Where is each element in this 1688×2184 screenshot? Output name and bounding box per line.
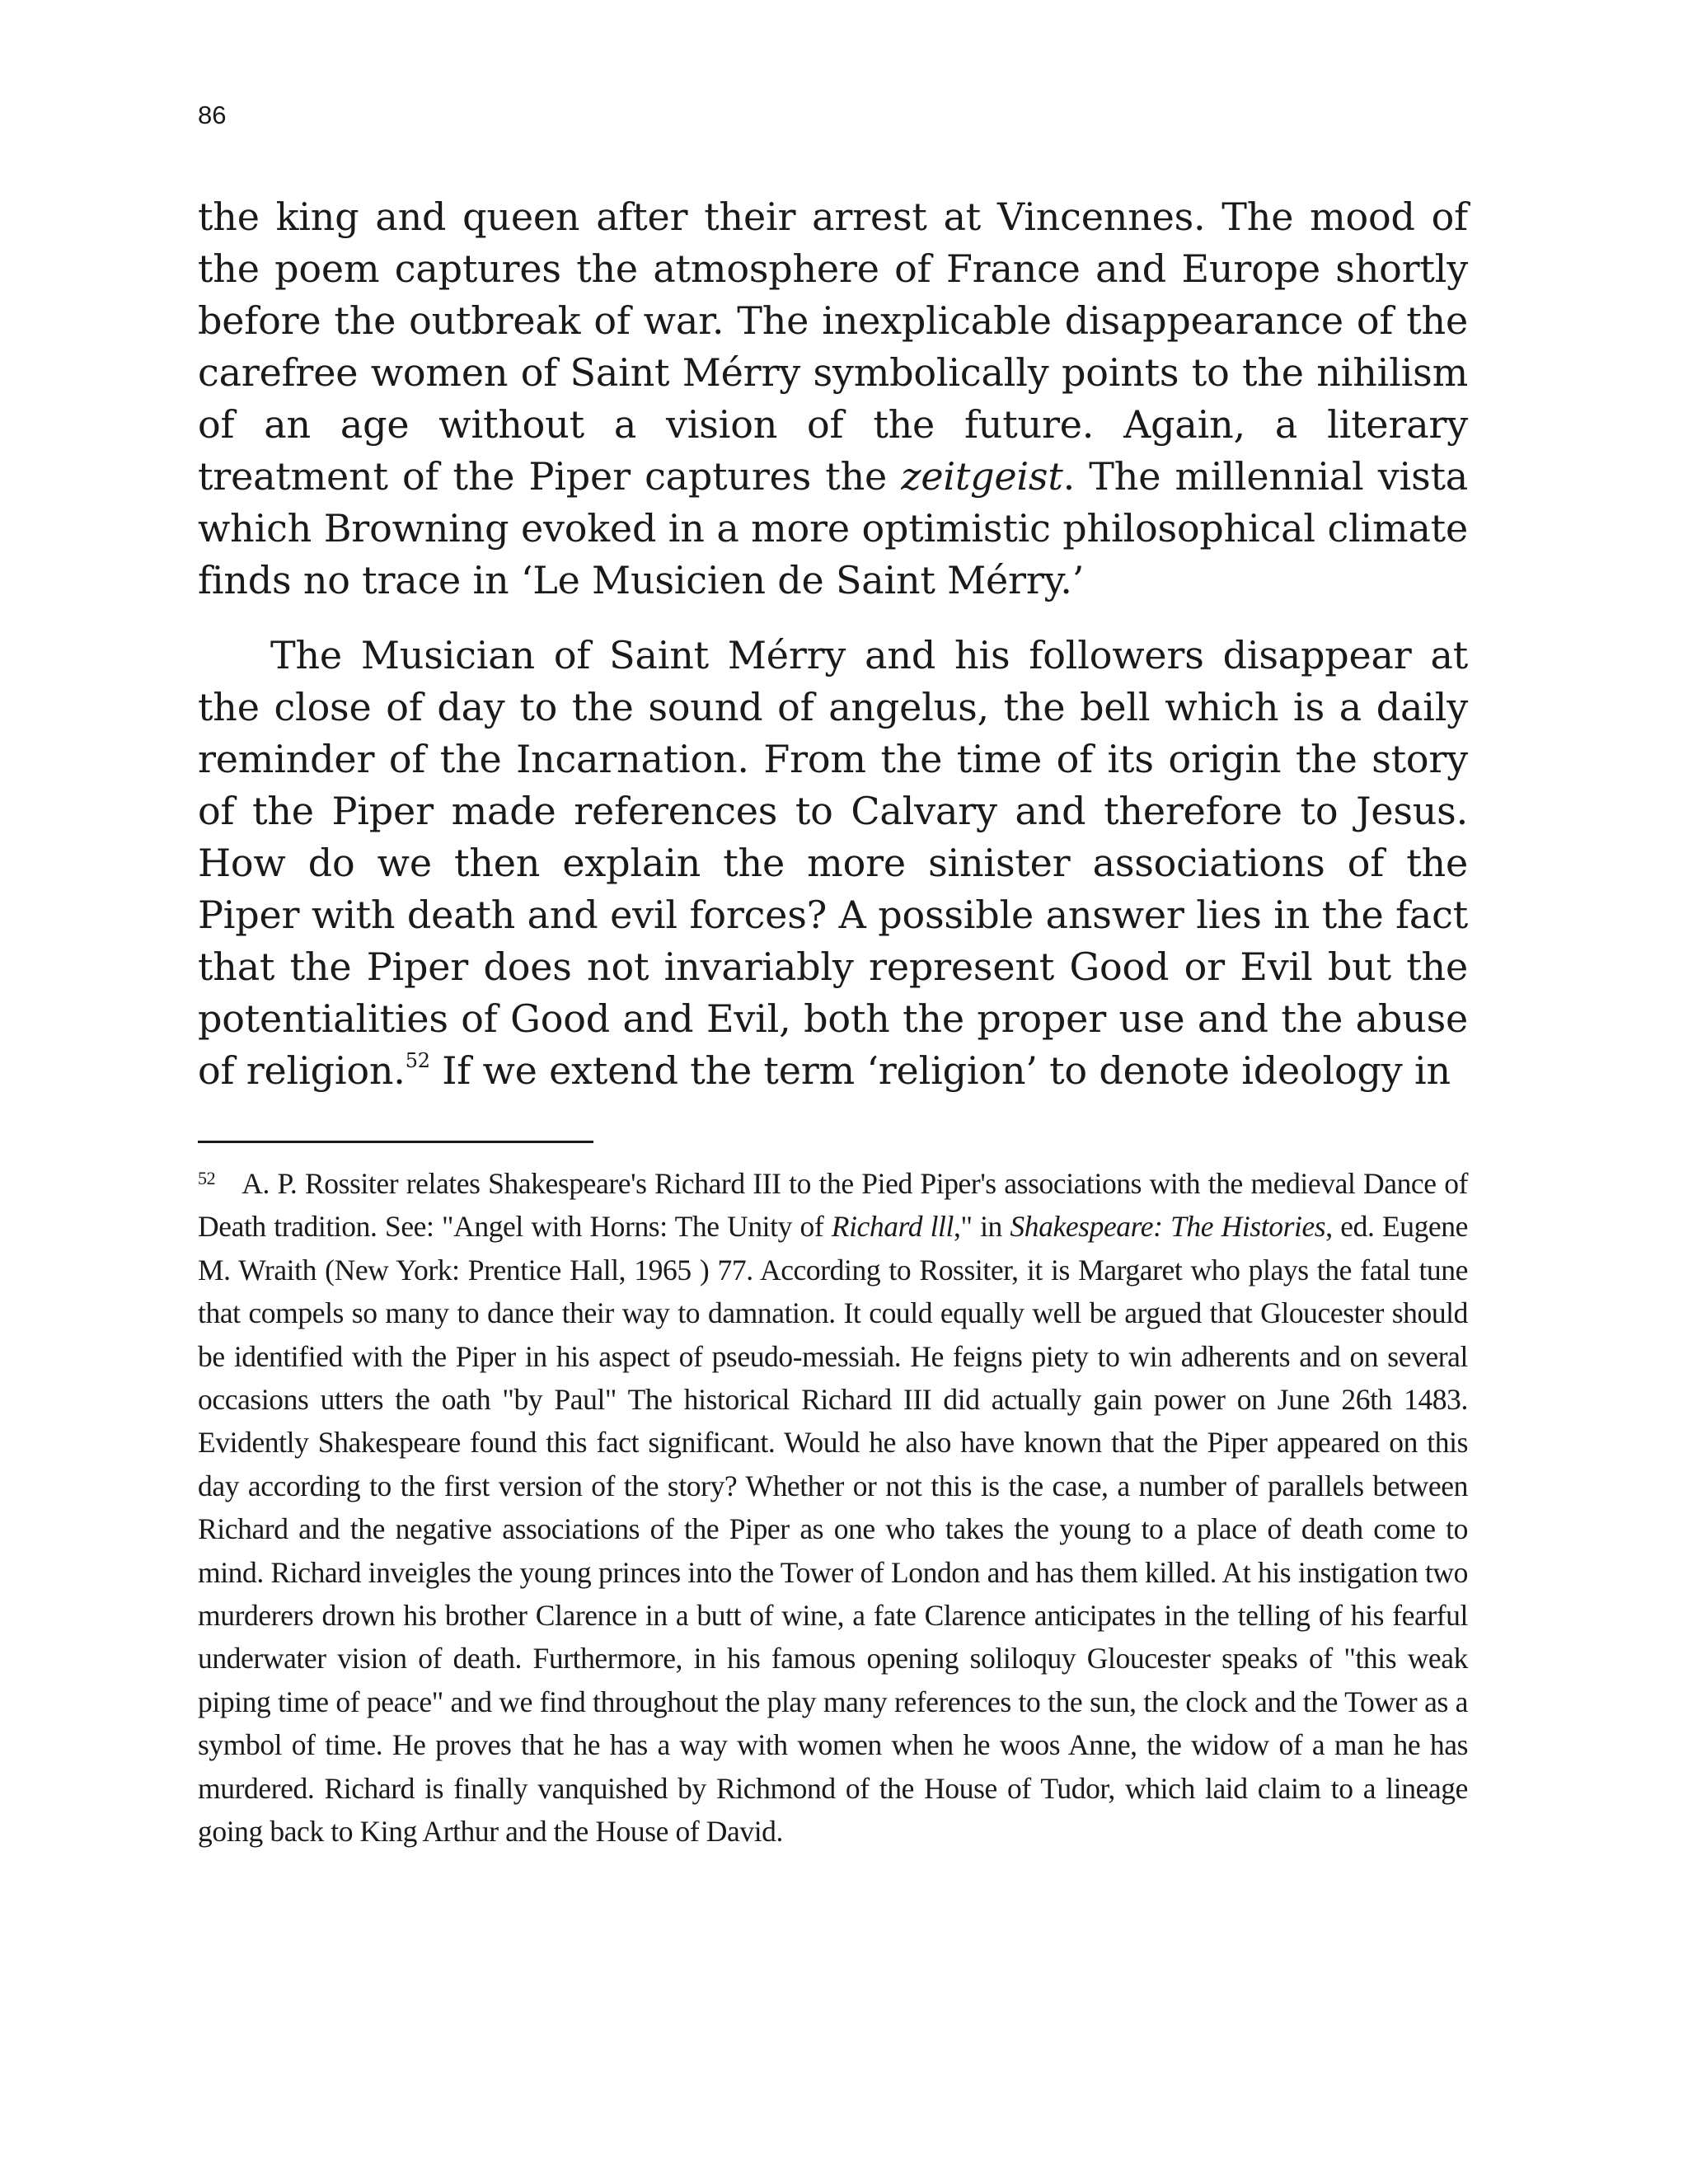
footnote-italic-title: Richard lll (831, 1210, 954, 1244)
page-number: 86 (198, 101, 227, 129)
paragraph-2-text: The Musician of Saint Mérry and his followers disappear at the close of day to the sound of angelus, the bell which is a daily reminder of the Incarnation. From the time of its origin the story of the Piper made references to Calvary and therefore to Jesus. How do we then explain the more sinister associations of the Piper with death and evil forces? A possible answer lies in the fact that the Piper does not invariably represent Good or Evil but the potentialities of Good and Evil, both the proper use and the abuse of religion. (198, 633, 1468, 1093)
footnote-text: A. P. Rossiter relates Shakespeare's Richard III to the Pied Piper's associations with the medieval Dance of Death tradition. See: "Angel with Horns: The Unity of (198, 1167, 1468, 1244)
footnote-italic-book: Shakespeare: The Histories (1010, 1210, 1326, 1244)
footnote-text: , ed. Eugene M. Wraith (New York: Prentice Hall, 1965 ) 77. According to Rossiter, it is Margaret who plays the fatal tune that compels so many to dance their way to damnation. It could equally well be argued that Gloucester should be identified with the Piper in his aspect of pseudo-messiah. He feigns piety to win adherents and on several occasions utters the oath "by Paul" The historical Richard III did actually gain power on June 26th 1483. Evidently Shakespeare found this fact significant. Would he also have known that the Piper appeared on this day according to the first version of the story? Whether or not this is the case, a number of parallels between Richard and the negative associations of the Piper as one who takes the young to a place of death come to mind. Richard inveigles the young princes into the Tower of London and has them killed. At his instigation two murderers drown his brother Clarence in a butt of wine, a fate Clarence anticipates in the telling of his fearful underwater vision of death. Furthermore, in his famous opening soliloquy Gloucester speaks of "this weak piping time of peace" and we find throughout the play many references to the sun, the clock and the Tower as a symbol of time. He proves that he has a way with women when he woos Anne, the widow of a man he has murdered. Richard is finally vanquished by Richmond of the House of Tudor, which laid claim to a lineage going back to King Arthur and the House of David. (198, 1210, 1468, 1849)
footnote-reference[interactable]: 52 (405, 1049, 430, 1072)
paragraph-2 (198, 630, 1468, 1097)
footnote-text: ," in (953, 1210, 1010, 1244)
footnotes (198, 1157, 1468, 1854)
paragraph-1-end: . The millennial vista which Browning evoked in a more optimistic philosophical climate finds no trace in ‘Le Musicien de Saint Mérry.’ (198, 454, 1468, 602)
body-text (198, 191, 1468, 1097)
italic-term: zeitgeist (901, 454, 1063, 499)
paragraph-1 (198, 191, 1468, 607)
footnote-marker: 52 (198, 1168, 216, 1188)
footnote-divider (198, 1141, 593, 1143)
paragraph-2-end: If we extend the term ‘religion’ to denote ideology in (429, 1048, 1451, 1093)
footnote-52 (198, 1157, 1468, 1854)
paragraph-1-text: the king and queen after their arrest at Vincennes. The mood of the poem captures the atmosphere of France and Europe shortly before the outbreak of war. The inexplicable disappearance of the carefree women of Saint Mérry symbolically points to the nihilism of an age without a vision of the future. Again, a literary treatment of the Piper captures the (198, 194, 1468, 499)
